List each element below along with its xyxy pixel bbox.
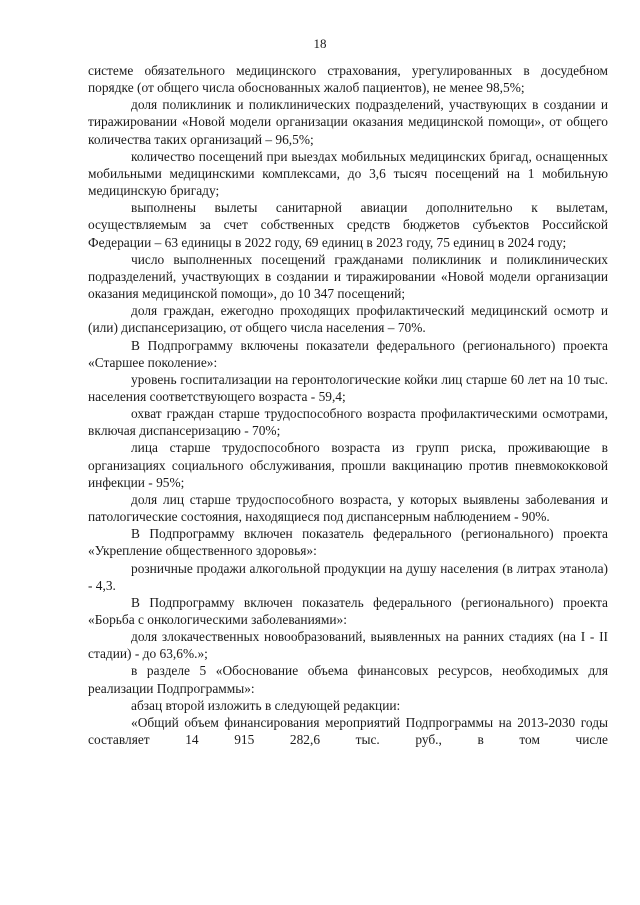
paragraph: доля поликлиник и поликлинических подразделений, участвующих в создании и тиражировании «Новой модели организации оказания медицинской помощи», от общего количества таких организаций – 96,5%; (88, 97, 608, 147)
paragraph: охват граждан старше трудоспособного возраста профилактическими осмотрами, включая диспансеризацию - 70%; (88, 406, 608, 439)
paragraph: доля лиц старше трудоспособного возраста, у которых выявлены заболевания и патологические состояния, находящиеся под диспансерным наблюдением - 90%. (88, 491, 608, 525)
paragraph: абзац второй изложить в следующей редакции: (131, 697, 401, 713)
page-number: 18 (313, 36, 327, 51)
paragraph: доля злокачественных новообразований, выявленных на ранних стадиях (на I - II стадии) - до 63,6%.»; (88, 629, 608, 662)
document-body (88, 62, 608, 748)
paragraph: уровень госпитализации на геронтологические койки лиц старше 60 лет на 10 тыс. населения соответствующего возраста - 59,4; (88, 371, 608, 404)
paragraph: число выполненных посещений гражданами поликлиник и поликлинических подразделений, участвующих в создании и тиражировании «Новой модели организации оказания медицинской помощи», до 10 347 посещений; (88, 251, 608, 302)
paragraph: В Подпрограмму включен показатель федерального (регионального) проекта «Борьба с онкологическими заболеваниями»: (88, 594, 608, 627)
paragraph: системе обязательного медицинского страхования, урегулированных в досудебном порядке (от общего числа обоснованных жалоб пациентов), не менее 98,5%; (88, 63, 608, 96)
paragraph: в разделе 5 «Обоснование объема финансовых ресурсов, необходимых для реализации Подпрограммы»: (88, 663, 608, 696)
paragraph: лица старше трудоспособного возраста из групп риска, проживающие в организациях социального обслуживания, прошли вакцинацию против пневмококковой инфекции - 95%; (88, 440, 608, 490)
paragraph: В Подпрограмму включены показатели федерального (регионального) проекта «Старшее поколение»: (88, 337, 608, 370)
paragraph: доля граждан, ежегодно проходящих профилактический медицинский осмотр и (или) диспансеризацию, от общего числа населения – 70%. (88, 303, 608, 336)
paragraph: выполнены вылеты санитарной авиации дополнительно к вылетам, осуществляемым за счет собственных средств бюджетов субъектов Российской Федерации – 63 единицы в 2022 году, 69 единиц в 2023 году, 75 единиц в 2024 году; (88, 200, 608, 250)
paragraph: розничные продажи алкогольной продукции на душу населения (в литрах этанола) - 4,3. (88, 560, 608, 593)
paragraph: В Подпрограмму включен показатель федерального (регионального) проекта «Укрепление общественного здоровья»: (88, 526, 608, 559)
paragraph: «Общий объем финансирования мероприятий Подпрограммы на 2013-2030 годы составляет 14 915 282,6 тыс. руб., в том числе (88, 714, 608, 748)
paragraph: количество посещений при выездах мобильных медицинских бригад, оснащенных мобильными медицинскими комплексами, до 3,6 тысяч посещений на 1 мобильную медицинскую бригаду; (88, 148, 608, 199)
